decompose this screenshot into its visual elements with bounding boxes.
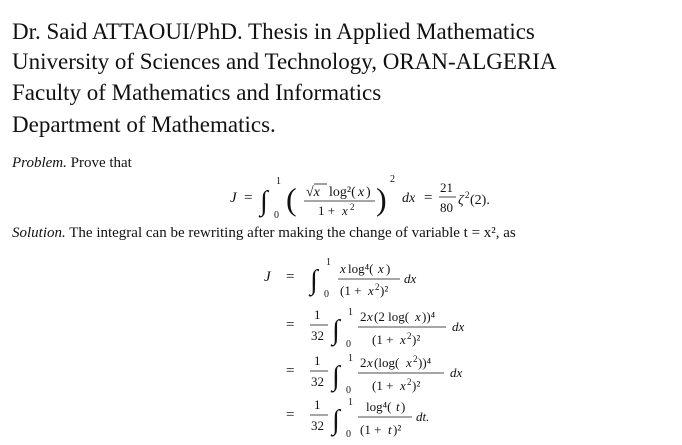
svg-text:1: 1 (326, 257, 331, 268)
svg-text:x: x (406, 355, 412, 370)
svg-text:dt.: dt. (416, 409, 430, 424)
svg-text:∫: ∫ (332, 361, 340, 392)
svg-text:32: 32 (311, 328, 324, 343)
svg-text:2: 2 (407, 331, 412, 341)
problem-statement (12, 155, 132, 172)
svg-text:=: = (244, 190, 253, 206)
svg-text:)²: )² (380, 283, 389, 298)
svg-text:21: 21 (440, 180, 453, 195)
svg-text:x: x (400, 332, 406, 347)
svg-text:1: 1 (348, 353, 353, 364)
solution-statement (12, 225, 516, 242)
svg-text:x: x (368, 283, 374, 298)
svg-text:)²: )² (412, 378, 421, 393)
svg-text:=: = (286, 317, 295, 333)
svg-text:))⁴: ))⁴ (418, 355, 432, 370)
svg-text:32: 32 (311, 418, 324, 433)
svg-text:x: x (400, 378, 406, 393)
svg-text:80: 80 (440, 200, 453, 215)
svg-text:J: J (264, 269, 271, 285)
solution-text: The integral can be rewriting after making the change of variable t = x², as (65, 225, 516, 241)
svg-text:2: 2 (350, 202, 355, 212)
svg-text:√x: √x (306, 185, 320, 200)
svg-text:J: J (230, 190, 237, 206)
svg-text:2: 2 (413, 354, 418, 364)
svg-text:dx: dx (402, 191, 416, 206)
svg-text:2: 2 (407, 377, 412, 387)
svg-text:(1 +: (1 + (372, 332, 394, 347)
svg-text:): ) (366, 185, 371, 200)
svg-text:x: x (378, 261, 384, 276)
svg-text:x: x (415, 309, 421, 324)
step-4 (286, 397, 429, 440)
step-1 (264, 257, 417, 300)
svg-text:0: 0 (346, 339, 351, 350)
svg-text:1: 1 (314, 307, 321, 322)
svg-text:): ) (386, 261, 391, 276)
svg-text:ζ: ζ (458, 193, 464, 208)
svg-text:2: 2 (360, 309, 367, 324)
svg-text:(2 log(: (2 log( (374, 309, 410, 324)
step-2 (286, 307, 465, 350)
svg-text:32: 32 (311, 374, 324, 389)
svg-text:t: t (396, 399, 400, 414)
svg-text:1: 1 (314, 353, 321, 368)
svg-text:log⁴(: log⁴( (348, 261, 374, 276)
svg-text:(log(: (log( (374, 355, 400, 370)
svg-text:∫: ∫ (310, 265, 318, 296)
svg-text:t: t (388, 422, 392, 437)
svg-text:=: = (424, 190, 433, 206)
solution-label: Solution. (12, 225, 66, 241)
svg-text:∫: ∫ (260, 186, 268, 217)
svg-text:∫: ∫ (332, 405, 340, 436)
svg-text:dx: dx (452, 319, 465, 334)
svg-text:0: 0 (324, 289, 329, 300)
svg-text:0: 0 (346, 385, 351, 396)
svg-text:(: ( (286, 181, 297, 217)
svg-text:2: 2 (375, 282, 380, 292)
problem-label: Problem. (12, 155, 67, 171)
svg-text:x: x (367, 309, 373, 324)
svg-text:0: 0 (274, 210, 279, 221)
svg-text:0: 0 (346, 429, 351, 440)
svg-text:))⁴: ))⁴ (422, 309, 436, 324)
svg-text:=: = (286, 407, 295, 423)
svg-text:2: 2 (465, 190, 470, 200)
svg-text:=: = (286, 363, 295, 379)
svg-text:∫: ∫ (332, 315, 340, 346)
step-3 (286, 353, 463, 396)
svg-text:x: x (367, 355, 373, 370)
main-equation (230, 172, 530, 222)
svg-text:(1 +: (1 + (372, 378, 394, 393)
svg-text:(1 +: (1 + (340, 283, 362, 298)
svg-text:log⁴(: log⁴( (366, 399, 392, 414)
svg-text:): ) (376, 181, 387, 217)
header-line-1: Dr. Said ATTAOUI/PhD. Thesis in Applied Mathematics (12, 19, 535, 44)
header-line-2: University of Sciences and Technology, ORAN-ALGERIA (12, 49, 557, 74)
svg-text:=: = (286, 269, 295, 285)
svg-text:log²(: log²( (329, 185, 356, 200)
derivation (260, 255, 520, 445)
svg-text:2: 2 (360, 355, 367, 370)
svg-text:)²: )² (412, 332, 421, 347)
svg-text:(1 +: (1 + (360, 422, 382, 437)
svg-text:x: x (340, 261, 346, 276)
header-line-3: Faculty of Mathematics and Informatics (12, 80, 382, 105)
header-line-4: Department of Mathematics. (12, 112, 276, 137)
svg-text:x: x (342, 203, 348, 218)
svg-text:(2).: (2). (470, 193, 490, 208)
svg-text:2: 2 (390, 174, 395, 185)
svg-text:)²: )² (393, 422, 402, 437)
svg-text:1: 1 (276, 176, 281, 187)
svg-text:dx: dx (404, 271, 417, 286)
problem-text: Prove that (66, 155, 132, 171)
svg-text:dx: dx (450, 365, 463, 380)
svg-text:1: 1 (348, 397, 353, 408)
svg-text:x: x (358, 185, 365, 200)
svg-text:): ) (401, 399, 406, 414)
svg-text:1: 1 (314, 397, 321, 412)
svg-text:1: 1 (348, 307, 353, 318)
svg-text:1 +: 1 + (318, 203, 336, 218)
